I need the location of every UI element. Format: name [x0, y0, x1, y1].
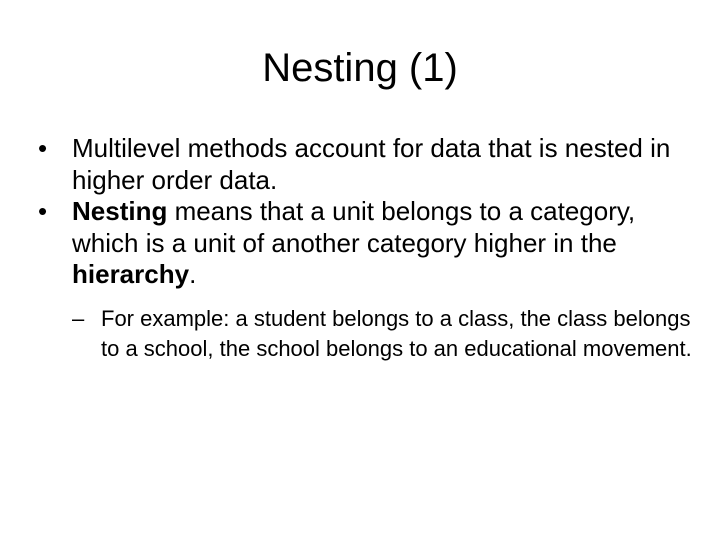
bullet-item-1 — [38, 133, 698, 196]
bullet-marker: • — [38, 133, 48, 163]
bullet-text-end: . — [189, 259, 197, 289]
bullet-marker: • — [38, 196, 48, 226]
bold-term-hierarchy: hierarchy — [72, 259, 190, 289]
bullet-text: means that a unit belongs to a category, which is a unit of another category higher in the — [72, 196, 636, 258]
bullet-item-2 — [38, 196, 698, 291]
slide-title: Nesting (1) — [262, 46, 458, 90]
sub-bullet-list — [38, 304, 698, 364]
sub-bullet-text: For example: a student belongs to a class, the class belongs to a school, the school belongs to an educational movement. — [101, 305, 692, 361]
bullet-text: Multilevel methods account for data that is nested in higher order data. — [72, 133, 671, 195]
sub-bullet-item-1 — [72, 304, 698, 364]
bold-term-nesting: Nesting — [72, 196, 168, 226]
sub-bullet-marker: – — [72, 305, 85, 331]
bullet-list — [38, 133, 698, 364]
